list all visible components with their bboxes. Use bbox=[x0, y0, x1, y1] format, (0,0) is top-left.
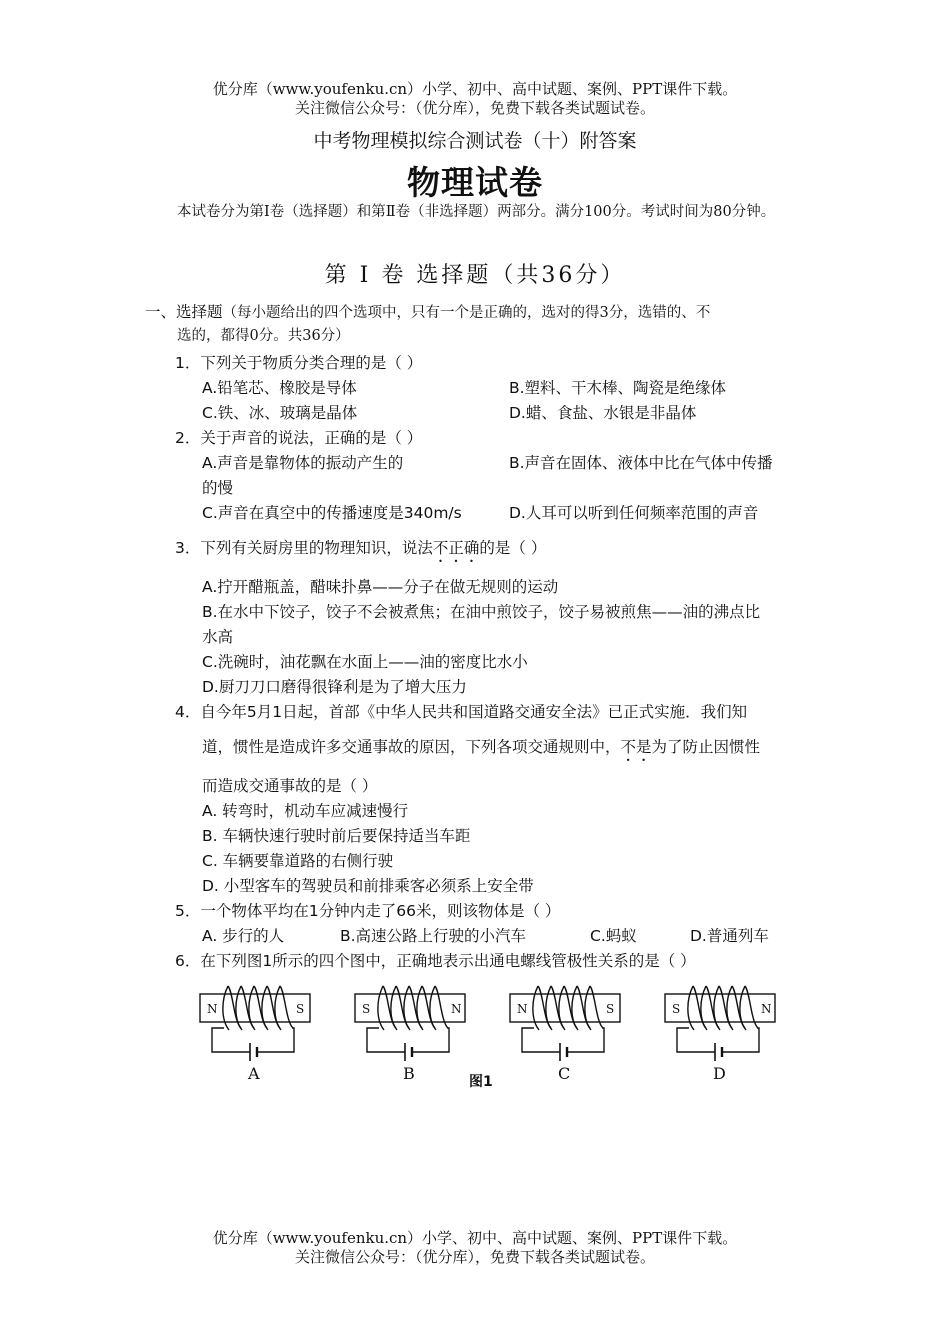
q4-stem-l2-post: 为了防止因惯性 bbox=[651, 738, 761, 756]
q3-option-d: D.厨刀刀口磨得很锋利是为了增大压力 bbox=[202, 678, 467, 696]
q4-option-c: C. 车辆要靠道路的右侧行驶 bbox=[202, 852, 394, 870]
q5-option-a: A. 步行的人 bbox=[202, 927, 285, 945]
q1-option-a: A.铅笔芯、橡胶是导体 bbox=[202, 379, 357, 397]
circuit-wire-right bbox=[258, 1028, 294, 1052]
q2-option-c: C.声音在真空中的传播速度是340m/s bbox=[202, 504, 462, 522]
q1-option-c: C.铁、冰、玻璃是晶体 bbox=[202, 404, 358, 422]
header-line-1: 优分库（www.youfenku.cn）小学、初中、高中试题、案例、PPT课件下载。 bbox=[212, 80, 738, 98]
circuit-wire-right bbox=[723, 1028, 759, 1052]
q2-option-b-cont: 的慢 bbox=[202, 479, 234, 497]
pole-label-right: S bbox=[296, 1002, 305, 1016]
q5-stem: 5．一个物体平均在1分钟内走了66米，则该物体是（ ） bbox=[175, 902, 561, 920]
circuit-wire-left bbox=[212, 1028, 250, 1052]
pole-label-right: N bbox=[761, 1002, 772, 1016]
q3-option-c: C.洗碗时，油花飘在水面上——油的密度比水小 bbox=[202, 653, 528, 671]
circuit-wire-left bbox=[367, 1028, 405, 1052]
coil-turn bbox=[430, 986, 448, 1030]
solenoid-panel-a bbox=[200, 986, 310, 1061]
q6-stem: 6．在下列图1所示的四个图中，正确地表示出通电螺线管极性关系的是（ ） bbox=[175, 952, 696, 970]
q5-option-b: B.高速公路上行驶的小汽车 bbox=[340, 927, 527, 945]
q3-stem-post: 的是（ ） bbox=[479, 539, 547, 557]
q4-stem-line-2 bbox=[202, 737, 760, 765]
q2-stem: 2．关于声音的说法，正确的是（ ） bbox=[175, 429, 423, 447]
solenoid-panel-d bbox=[665, 986, 775, 1061]
solenoid-core bbox=[665, 994, 775, 1022]
part-desc-2: 选的，都得0分。共36分） bbox=[177, 328, 350, 344]
q1-option-b: B.塑料、干木棒、陶瓷是绝缘体 bbox=[509, 379, 727, 397]
q2-option-d: D.人耳可以听到任何频率范围的声音 bbox=[509, 504, 759, 522]
q3-stem-pre: 3．下列有关厨房里的物理知识，说法 bbox=[175, 539, 433, 557]
circuit-wire-left bbox=[522, 1028, 560, 1052]
q2-option-a: A.声音是靠物体的振动产生的 bbox=[202, 454, 404, 472]
q4-option-a: A. 转弯时，机动车应减速慢行 bbox=[202, 802, 409, 820]
pole-label-left: S bbox=[672, 1002, 681, 1016]
solenoid-panel-c bbox=[510, 986, 620, 1061]
solenoid-core bbox=[355, 994, 465, 1022]
q3-option-b-cont: 水高 bbox=[202, 628, 234, 646]
pole-label-left: N bbox=[207, 1002, 218, 1016]
footer-line-2: 关注微信公众号：（优分库），免费下载各类试题试卷。 bbox=[294, 1248, 655, 1266]
q1-stem: 1．下列关于物质分类合理的是（ ） bbox=[175, 354, 423, 372]
q4-option-d: D. 小型客车的驾驶员和前排乘客必须系上安全带 bbox=[202, 877, 534, 895]
doc-title: 物理试卷 bbox=[407, 163, 543, 202]
coil-turn bbox=[275, 986, 293, 1030]
q4-stem-line-3: 而造成交通事故的是（ ） bbox=[202, 777, 378, 795]
pole-label-left: N bbox=[517, 1002, 528, 1016]
q3-option-a: A.拧开醋瓶盖，醋味扑鼻——分子在做无规则的运动 bbox=[202, 578, 559, 596]
doc-subtitle: 中考物理模拟综合测试卷（十）附答案 bbox=[313, 130, 637, 152]
coil-turn bbox=[585, 986, 603, 1030]
q3-stem-emphasis: 不正确 bbox=[432, 539, 480, 557]
part-desc-1: （每小题给出的四个选项中，只有一个是正确的，选对的得3分，选错的、不 bbox=[222, 305, 711, 321]
q3-option-b: B.在水中下饺子，饺子不会被煮焦；在油中煎饺子，饺子易被煎焦——油的沸点比 bbox=[202, 603, 761, 621]
section-title: 第 Ⅰ 卷 选择题（共36分） bbox=[324, 263, 626, 288]
pole-label-right: N bbox=[451, 1002, 462, 1016]
q4-option-b: B. 车辆快速行驶时前后要保持适当车距 bbox=[202, 827, 471, 845]
circuit-wire-left bbox=[677, 1028, 715, 1052]
q4-stem-line-1: 4．自今年5月1日起，首部《中华人民共和国道路交通安全法》已正式实施．我们知 bbox=[175, 703, 748, 721]
panel-letter: B bbox=[403, 1064, 415, 1083]
circuit-wire-right bbox=[413, 1028, 449, 1052]
pole-label-right: S bbox=[606, 1002, 615, 1016]
part-heading bbox=[145, 300, 710, 325]
q4-stem-emphasis: 不是 bbox=[620, 738, 652, 756]
panel-letter: D bbox=[713, 1064, 726, 1083]
panel-letter: A bbox=[248, 1064, 260, 1083]
coil-turn bbox=[740, 986, 758, 1030]
q5-option-c: C.蚂蚁 bbox=[590, 927, 637, 945]
panel-letter: C bbox=[558, 1064, 571, 1083]
q4-stem-l2-pre: 道，惯性是造成许多交通事故的原因，下列各项交通规则中， bbox=[202, 738, 621, 756]
pole-label-left: S bbox=[362, 1002, 371, 1016]
q5-option-d: D.普通列车 bbox=[690, 927, 769, 945]
circuit-wire-right bbox=[568, 1028, 604, 1052]
figure-1-caption: 图1 bbox=[469, 1074, 493, 1090]
q3-stem bbox=[175, 538, 546, 566]
footer-line-1: 优分库（www.youfenku.cn）小学、初中、高中试题、案例、PPT课件下载。 bbox=[212, 1229, 738, 1247]
q1-option-d: D.蜡、食盐、水银是非晶体 bbox=[509, 404, 697, 422]
solenoid-panel-b bbox=[355, 986, 465, 1061]
q2-option-b: B.声音在固体、液体中比在气体中传播 bbox=[509, 454, 773, 472]
part-label: 一、选择题 bbox=[145, 303, 223, 321]
header-line-2: 关注微信公众号：（优分库），免费下载各类试题试卷。 bbox=[294, 99, 655, 117]
doc-intro: 本试卷分为第Ⅰ卷（选择题）和第Ⅱ卷（非选择题）两部分。满分100分。考试时间为80分钟。 bbox=[177, 204, 776, 220]
